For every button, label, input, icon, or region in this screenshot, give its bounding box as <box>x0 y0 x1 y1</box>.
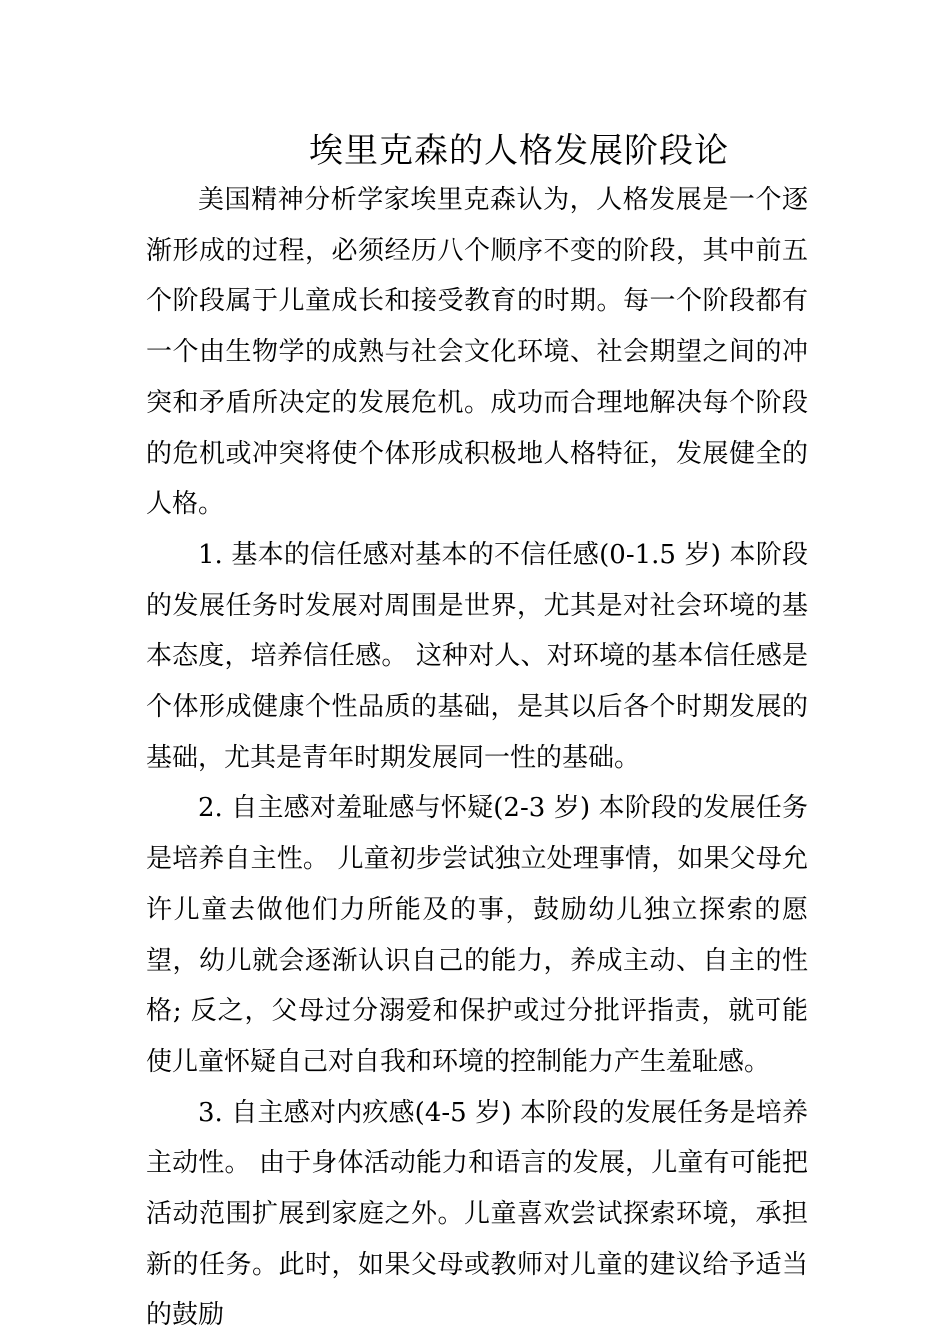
paragraph-stage-2: 2. 自主感对羞耻感与怀疑(2-3 岁) 本阶段的发展任务是培养自主性。 儿童初步尝试独立处理事情，如果父母允许儿童去做他们力所能及的事，鼓励幼儿独立探索的愿望，幼儿就会逐渐认识自己的能力，养成主动、自主的性格; 反之，父母过分溺爱和保护或过分批评指责，就可能使儿童怀疑自己对自我和环境的控制能力产生羞耻感。 <box>146 793 808 1077</box>
paragraph-stage-3: 3. 自主感对内疚感(4-5 岁) 本阶段的发展任务是培养主动性。 由于身体活动能力和语言的发展，儿童有可能把活动范围扩展到家庭之外。儿童喜欢尝试探索环境，承担新的任务。此时，如果父母或教师对儿童的建议给予适当的鼓励 <box>146 1097 808 1331</box>
document-body <box>146 175 808 1341</box>
paragraph-intro: 美国精神分析学家埃里克森认为，人格发展是一个逐渐形成的过程，必须经历八个顺序不变的阶段，其中前五个阶段属于儿童成长和接受教育的时期。每一个阶段都有一个由生物学的成熟与社会文化环境、社会期望之间的冲突和矛盾所决定的发展危机。成功而合理地解决每个阶段的危机或冲突将使个体形成积极地人格特征，发展健全的人格。 <box>146 185 808 520</box>
paragraph-stage-1: 1. 基本的信任感对基本的不信任感(0-1.5 岁) 本阶段的发展任务时发展对周围是世界，尤其是对社会环境的基本态度，培养信任感。 这种对人、对环境的基本信任感是个体形成健康个性品质的基础，是其以后各个时期发展的基础，尤其是青年时期发展同一性的基础。 <box>146 539 808 773</box>
document-title: 埃里克森的人格发展阶段论 <box>309 131 729 171</box>
